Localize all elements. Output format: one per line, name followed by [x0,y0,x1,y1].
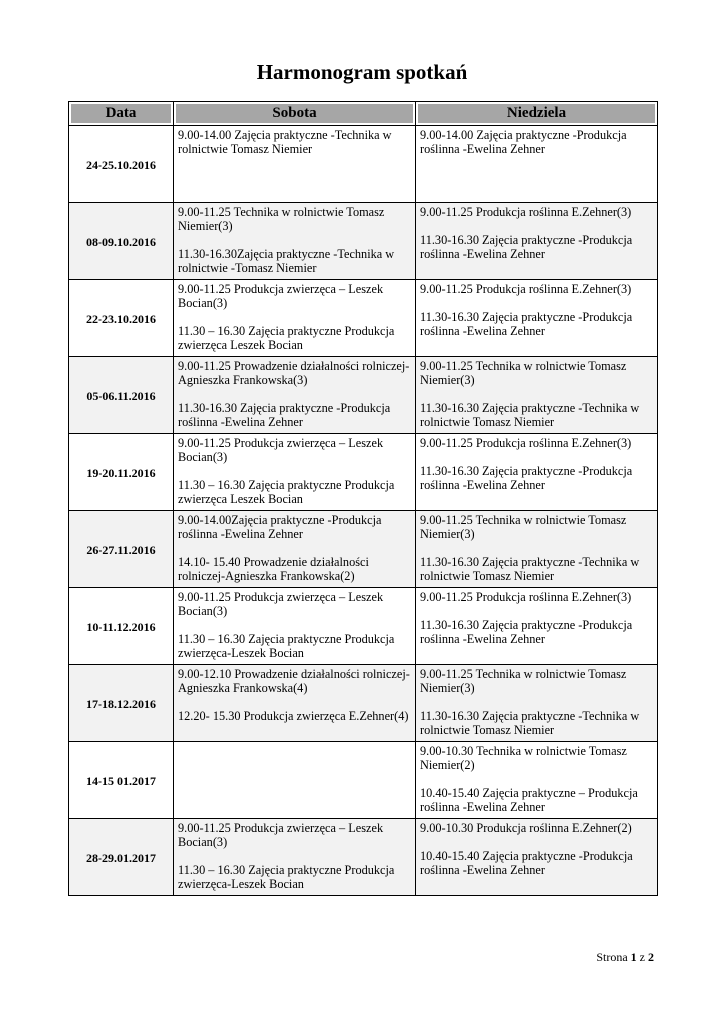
entry-gap [178,541,411,555]
session-entry: 11.30-16.30 Zajęcia praktyczne -Produkcja roślinna -Ewelina Zehner [420,233,633,261]
session-entry: 9.00-10.30 Technika w rolnictwie Tomasz Niemier(2) [420,744,627,772]
saturday-cell [174,357,416,434]
page-number [596,950,654,965]
schedule-row [69,280,658,357]
date-cell: 22-23.10.2016 [69,280,174,357]
date-cell: 24-25.10.2016 [69,126,174,203]
saturday-cell [174,280,416,357]
date-cell: 05-06.11.2016 [69,357,174,434]
entry-gap [420,296,653,310]
entry-gap [178,464,411,478]
date-cell: 28-29.01.2017 [69,819,174,896]
sunday-cell [416,665,658,742]
date-cell: 17-18.12.2016 [69,665,174,742]
session-entry: 11.30-16.30 Zajęcia praktyczne -Produkcja roślinna -Ewelina Zehner [178,401,391,429]
session-entry: 9.00-10.30 Produkcja roślinna E.Zehner(2) [420,821,632,835]
session-entry: 9.00-11.25 Produkcja zwierzęca – Leszek Bocian(3) [178,282,384,310]
session-entry: 9.00-14.00 Zajęcia praktyczne -Produkcja roślinna -Ewelina Zehner [420,128,627,156]
entry-gap [420,772,653,786]
schedule-row [69,588,658,665]
entry-gap [178,618,411,632]
entry-gap [178,387,411,401]
entry-gap [420,695,653,709]
entry-gap [178,849,411,863]
session-entry: 11.30-16.30 Zajęcia praktyczne -Technika w rolnictwie Tomasz Niemier [420,401,640,429]
schedule-table [68,101,658,896]
session-entry: 14.10- 15.40 Prowadzenie działalności rolniczej-Agnieszka Frankowska(2) [178,555,369,583]
session-entry: 9.00-11.25 Technika w rolnictwie Tomasz Niemier(3) [420,513,627,541]
entry-gap [420,541,653,555]
sunday-cell [416,203,658,280]
date-cell: 19-20.11.2016 [69,434,174,511]
session-entry: 9.00-12.10 Prowadzenie działalności rolniczej- Agnieszka Frankowska(4) [178,667,410,695]
header-row [69,102,658,126]
session-entry: 9.00-11.25 Produkcja roślinna E.Zehner(3) [420,205,632,219]
entry-gap [178,233,411,247]
date-cell: 10-11.12.2016 [69,588,174,665]
sunday-cell [416,511,658,588]
schedule-row [69,126,658,203]
session-entry: 11.30-16.30 Zajęcia praktyczne -Produkcja roślinna -Ewelina Zehner [420,618,633,646]
page-prefix: Strona [596,950,628,964]
schedule-row [69,511,658,588]
schedule-rows [69,126,658,896]
schedule-row [69,742,658,819]
sunday-cell [416,742,658,819]
entry-gap [178,310,411,324]
session-entry: 11.30 – 16.30 Zajęcia praktyczne Produkcja zwierzęca Leszek Bocian [178,324,395,352]
session-entry: 11.30 – 16.30 Zajęcia praktyczne Produkcja zwierzęca-Leszek Bocian [178,632,395,660]
session-entry: 11.30-16.30 Zajęcia praktyczne -Produkcja roślinna -Ewelina Zehner [420,464,633,492]
entry-gap [420,219,653,233]
sunday-cell [416,357,658,434]
saturday-cell [174,665,416,742]
session-entry: 9.00-11.25 Produkcja zwierzęca – Leszek Bocian(3) [178,821,384,849]
saturday-cell [174,742,416,819]
session-entry: 9.00-11.25 Technika w rolnictwie Tomasz Niemier(3) [420,359,627,387]
sunday-cell [416,588,658,665]
session-entry: 11.30-16.30Zajęcia praktyczne -Technika w rolnictwie -Tomasz Niemier [178,247,395,275]
header-date: Data [69,102,174,126]
saturday-cell [174,203,416,280]
saturday-cell [174,588,416,665]
schedule-row [69,665,658,742]
date-cell: 26-27.11.2016 [69,511,174,588]
sunday-cell [416,126,658,203]
session-entry: 12.20- 15.30 Produkcja zwierzęca E.Zehner(4) [178,709,409,723]
header-sunday: Niedziela [416,102,658,126]
session-entry: 9.00-11.25 Technika w rolnictwie Tomasz Niemier(3) [420,667,627,695]
header-saturday: Sobota [174,102,416,126]
sunday-cell [416,434,658,511]
page-title: Harmonogram spotkań [256,60,468,84]
session-entry: 11.30-16.30 Zajęcia praktyczne -Technika w rolnictwie Tomasz Niemier [420,709,640,737]
session-entry: 11.30-16.30 Zajęcia praktyczne -Produkcja roślinna -Ewelina Zehner [420,310,633,338]
entry-gap [178,695,411,709]
saturday-cell [174,511,416,588]
schedule-row [69,203,658,280]
entry-gap [420,835,653,849]
session-entry: 11.30 – 16.30 Zajęcia praktyczne Produkcja zwierzęca-Leszek Bocian [178,863,395,891]
session-entry: 11.30-16.30 Zajęcia praktyczne -Technika w rolnictwie Tomasz Niemier [420,555,640,583]
schedule-row [69,819,658,896]
session-entry: 10.40-15.40 Zajęcia praktyczne -Produkcja roślinna -Ewelina Zehner [420,849,633,877]
schedule-row [69,434,658,511]
session-entry: 9.00-11.25 Produkcja zwierzęca – Leszek Bocian(3) [178,436,384,464]
date-cell: 08-09.10.2016 [69,203,174,280]
session-entry: 9.00-14.00Zajęcia praktyczne -Produkcja roślinna -Ewelina Zehner [178,513,382,541]
entry-gap [420,387,653,401]
sunday-cell [416,819,658,896]
date-cell: 14-15 01.2017 [69,742,174,819]
page-current: 1 [630,950,637,964]
session-entry: 9.00-11.25 Technika w rolnictwie Tomasz Niemier(3) [178,205,385,233]
page-sep: z [639,950,645,964]
entry-gap [420,450,653,464]
session-entry: 9.00-11.25 Prowadzenie działalności rolniczej-Agnieszka Frankowska(3) [178,359,410,387]
page-total: 2 [648,950,654,964]
schedule-row [69,357,658,434]
entry-gap [420,604,653,618]
saturday-cell [174,434,416,511]
session-entry: 9.00-11.25 Produkcja roślinna E.Zehner(3) [420,282,632,296]
session-entry: 10.40-15.40 Zajęcia praktyczne – Produkcja roślinna -Ewelina Zehner [420,786,638,814]
sunday-cell [416,280,658,357]
session-entry: 9.00-14.00 Zajęcia praktyczne -Technika w rolnictwie Tomasz Niemier [178,128,392,156]
saturday-cell [174,126,416,203]
session-entry: 9.00-11.25 Produkcja roślinna E.Zehner(3) [420,436,632,450]
session-entry: 11.30 – 16.30 Zajęcia praktyczne Produkcja zwierzęca Leszek Bocian [178,478,395,506]
saturday-cell [174,819,416,896]
session-entry: 9.00-11.25 Produkcja roślinna E.Zehner(3) [420,590,632,604]
session-entry: 9.00-11.25 Produkcja zwierzęca – Leszek Bocian(3) [178,590,384,618]
